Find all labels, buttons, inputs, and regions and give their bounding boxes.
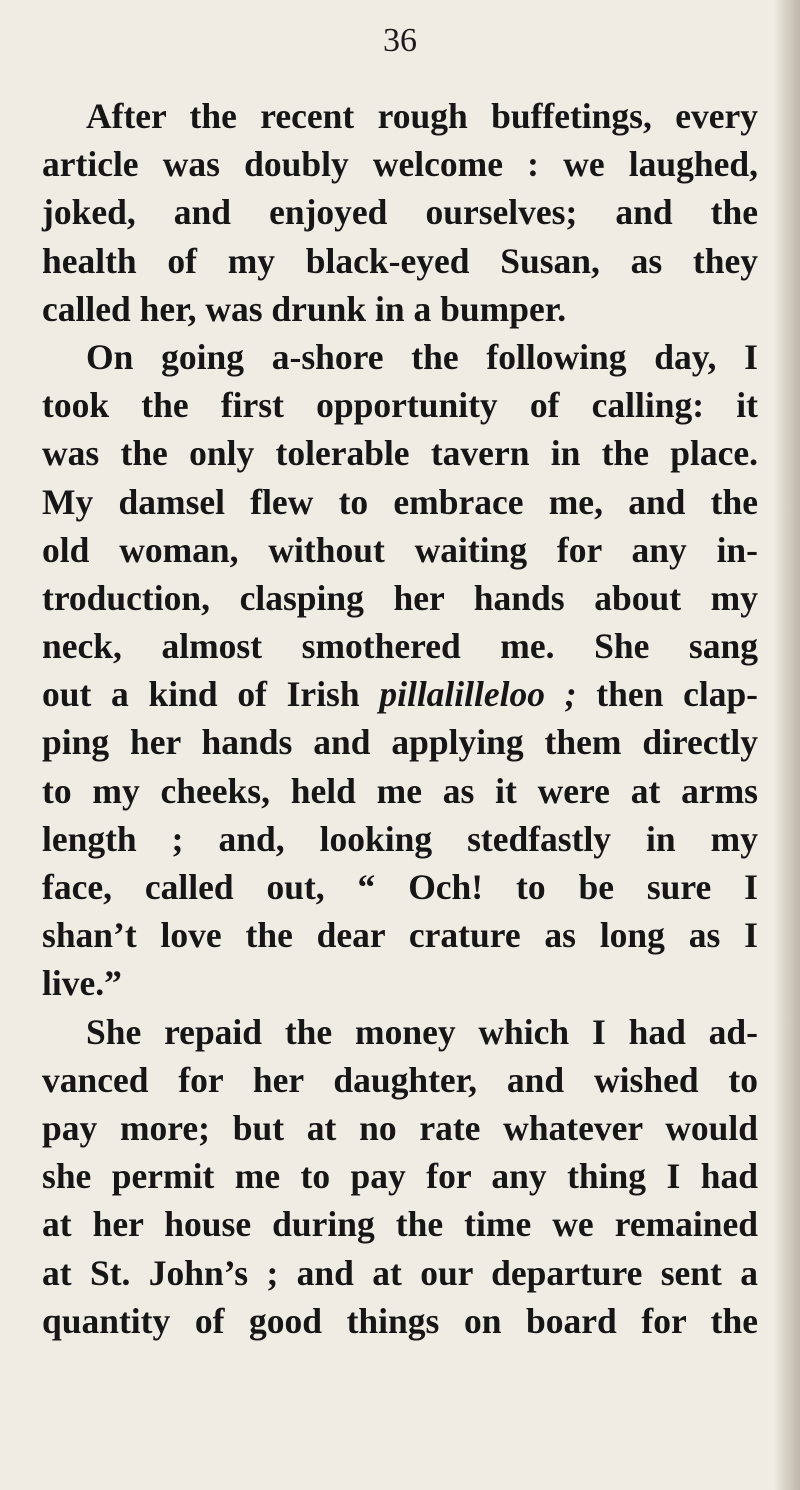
page-number: 36: [383, 22, 417, 59]
text-line: She repaid the money which I had ad-: [86, 1011, 758, 1052]
text-line: called her, was drunk in a bumper.: [42, 288, 567, 329]
text-line: face, called out, “ Och! to be sure I: [42, 867, 758, 907]
text-line: took the first opportunity of calling: it: [42, 385, 758, 426]
text-line: at her house during the time we remained: [42, 1204, 758, 1245]
text-line: neck, almost smothered me. She sang: [42, 626, 758, 667]
text-line: vanced for her daughter, and wished to: [42, 1059, 758, 1100]
text-line: at St. John’s ; and at our departure sent a: [42, 1252, 758, 1293]
text-line: On going a-shore the following day, I: [86, 336, 758, 377]
text-line: shan’t love the dear crature as long as I: [42, 915, 758, 956]
text-line: ping her hands and applying them directly: [42, 722, 758, 763]
text-line: live.”: [42, 963, 122, 1004]
text-line: troduction, clasping her hands about my: [42, 577, 758, 618]
text-line: pay more; but at no rate whatever would: [42, 1107, 758, 1148]
text-line: article was doubly welcome : we laughed,: [42, 144, 758, 185]
text-line: she permit me to pay for any thing I had: [42, 1156, 758, 1197]
body-text: [42, 92, 758, 1345]
text-line-with-italic: [42, 670, 758, 718]
text-line: to my cheeks, held me as it were at arms: [42, 770, 758, 811]
text-line: My damsel flew to embrace me, and the: [42, 481, 758, 522]
text-line: joked, and enjoyed ourselves; and the: [42, 192, 758, 233]
text-line: After the recent rough buffetings, every: [86, 96, 758, 136]
text-run: then clap-: [576, 674, 759, 715]
text-line: health of my black-eyed Susan, as they: [42, 240, 758, 281]
italic-word: pillalilleloo ;: [379, 674, 577, 715]
text-run: out a kind of Irish: [42, 674, 380, 715]
text-line: old woman, without waiting for any in-: [42, 529, 758, 570]
text-line: quantity of good things on board for the: [42, 1300, 758, 1341]
text-line: length ; and, looking stedfastly in my: [42, 818, 758, 859]
page-edge-shadow: [774, 0, 800, 1490]
text-line: was the only tolerable tavern in the place.: [42, 433, 758, 474]
